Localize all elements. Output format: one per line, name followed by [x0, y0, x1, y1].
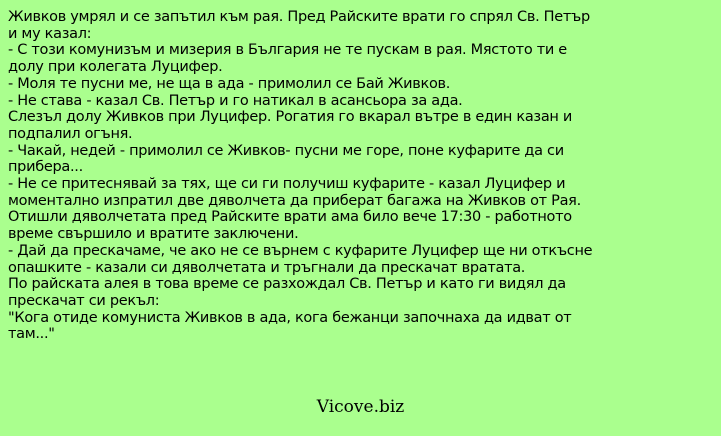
joke-line: По райската алея в това време се разхождал Св. Петър и като ги видял да — [8, 276, 566, 293]
joke-line: прескачат си рекъл: — [8, 292, 160, 309]
joke-line: "Кога отиде комуниста Живков в ада, кога бежанци започнаха да идват от — [8, 309, 572, 326]
joke-line: и му казал: — [8, 25, 92, 42]
joke-line: опашките - казали си дяволчетата и тръгнали да прескачат вратата. — [8, 259, 526, 276]
joke-line: там..." — [8, 326, 55, 343]
joke-line: Отишли дяволчетата пред Райските врати ама било вече 17:30 - работното — [8, 209, 572, 226]
joke-line: - Не се притеснявай за тях, ще си ги получиш куфарите - казал Луцифер и — [8, 176, 566, 193]
joke-line: - Чакай, недей - примолил се Живков- пусни ме горе, поне куфарите да си — [8, 142, 564, 159]
joke-line: прибера... — [8, 159, 83, 176]
joke-text — [8, 9, 593, 343]
joke-line: Слезъл долу Живков при Луцифер. Рогатия го вкарал вътре в един казан и — [8, 109, 573, 126]
joke-line: подпалил огъня. — [8, 125, 133, 142]
joke-line: долу при колегата Луцифер. — [8, 59, 223, 76]
joke-line: Живков умрял и се запътил към рая. Пред Райските врати го спрял Св. Петър — [8, 9, 590, 25]
joke-line: време свършило и вратите заключени. — [8, 226, 299, 243]
joke-line: моментално изпратил две дяволчета да приберат багажа на Живков от Рая. — [8, 192, 581, 209]
joke-line: - Дай да прескачаме, че ако не се върнем с куфарите Луцифер ще ни откъсне — [8, 242, 593, 259]
site-watermark: Vicove.biz — [316, 397, 405, 417]
joke-line: - Моля те пусни ме, не ща в ада - примолил се Бай Живков. — [8, 75, 451, 92]
joke-line: - С този комунизъм и мизерия в България не те пускам в рая. Мястото ти е — [8, 42, 567, 59]
joke-line: - Не става - казал Св. Петър и го натикал в асансьора за ада. — [8, 92, 463, 109]
